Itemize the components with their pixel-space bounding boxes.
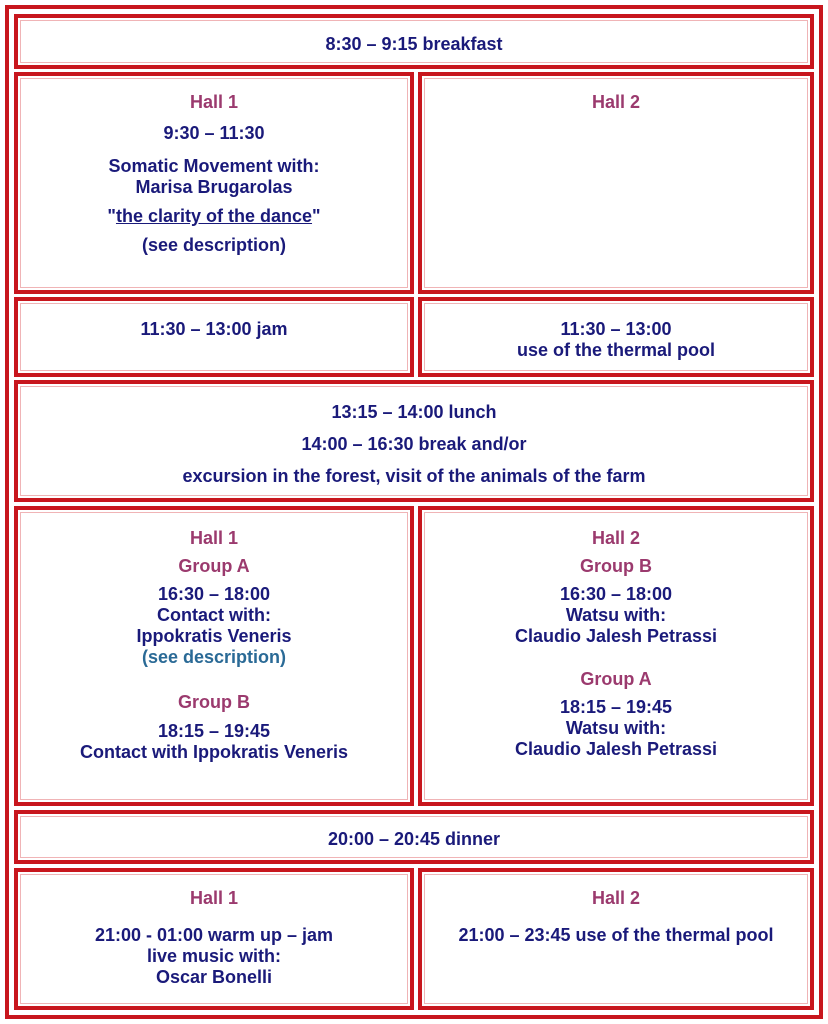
- group-b-label: Group B: [178, 692, 250, 712]
- jam-cell: [14, 297, 414, 377]
- watsu-activity-a: Watsu with:: [565, 718, 667, 738]
- thermal-pool-time: 11:30 – 13:00: [560, 319, 672, 339]
- evening-hall1-cell: [14, 868, 414, 1010]
- contact-activity-b: Contact with Ippokratis Veneris: [79, 742, 349, 762]
- warmup-text: 21:00 - 01:00 warm up – jam: [94, 925, 334, 945]
- watsu-teacher-a: Claudio Jalesh Petrassi: [514, 739, 718, 759]
- quote-close: ": [312, 206, 321, 226]
- group-a-label: Group A: [580, 669, 652, 689]
- contact-description-link[interactable]: (see description): [141, 647, 287, 667]
- quote-open: ": [107, 206, 116, 226]
- hall1-label: Hall 1: [189, 92, 239, 112]
- evening-hall2-cell: [418, 868, 814, 1010]
- dinner-text: 20:00 – 20:45 dinner: [327, 829, 501, 849]
- morning-hall1-cell: [14, 72, 414, 294]
- watsu-teacher: Claudio Jalesh Petrassi: [514, 626, 718, 646]
- break-text: 14:00 – 16:30 break and/or: [301, 434, 527, 454]
- group-b-label: Group B: [580, 556, 652, 576]
- group-a-label: Group A: [178, 556, 250, 576]
- hall2-label: Hall 2: [591, 888, 641, 908]
- hall2-label: Hall 2: [591, 92, 641, 112]
- lunch-text: 13:15 – 14:00 lunch: [331, 402, 497, 422]
- morning-teacher: Marisa Brugarolas: [135, 177, 293, 197]
- dinner-cell: [14, 810, 814, 864]
- contact-activity: Contact with:: [157, 605, 271, 625]
- morning-quote: [18, 206, 410, 227]
- morning-time: 9:30 – 11:30: [163, 123, 265, 143]
- musician-name: Oscar Bonelli: [155, 967, 273, 987]
- live-music-text: live music with:: [146, 946, 282, 966]
- group-b-time: 18:15 – 19:45: [157, 721, 271, 741]
- thermal-pool-text: use of the thermal pool: [516, 340, 716, 360]
- thermal-pool-cell: [418, 297, 814, 377]
- excursion-text: excursion in the forest, visit of the animals of the farm: [182, 466, 646, 486]
- breakfast-cell: [14, 14, 814, 69]
- hall2-label: Hall 2: [591, 528, 641, 548]
- midday-cell: [14, 380, 814, 502]
- watsu-activity: Watsu with:: [565, 605, 667, 625]
- morning-hall2-cell: [418, 72, 814, 294]
- jam-text: 11:30 – 13:00 jam: [140, 319, 288, 339]
- hall1-label: Hall 1: [189, 528, 239, 548]
- hall1-label: Hall 1: [189, 888, 239, 908]
- breakfast-text: 8:30 – 9:15 breakfast: [325, 34, 503, 54]
- quote-link[interactable]: the clarity of the dance: [115, 206, 313, 226]
- morning-activity: Somatic Movement with:: [108, 156, 320, 176]
- group-a-time: 16:30 – 18:00: [157, 584, 271, 604]
- evening-pool-text: 21:00 – 23:45 use of the thermal pool: [458, 925, 774, 945]
- afternoon-hall1-cell: [14, 506, 414, 806]
- group-a-time: 18:15 – 19:45: [559, 697, 673, 717]
- afternoon-hall2-cell: [418, 506, 814, 806]
- contact-teacher: Ippokratis Veneris: [136, 626, 292, 646]
- morning-description-link[interactable]: (see description): [141, 235, 287, 255]
- group-b-time: 16:30 – 18:00: [559, 584, 673, 604]
